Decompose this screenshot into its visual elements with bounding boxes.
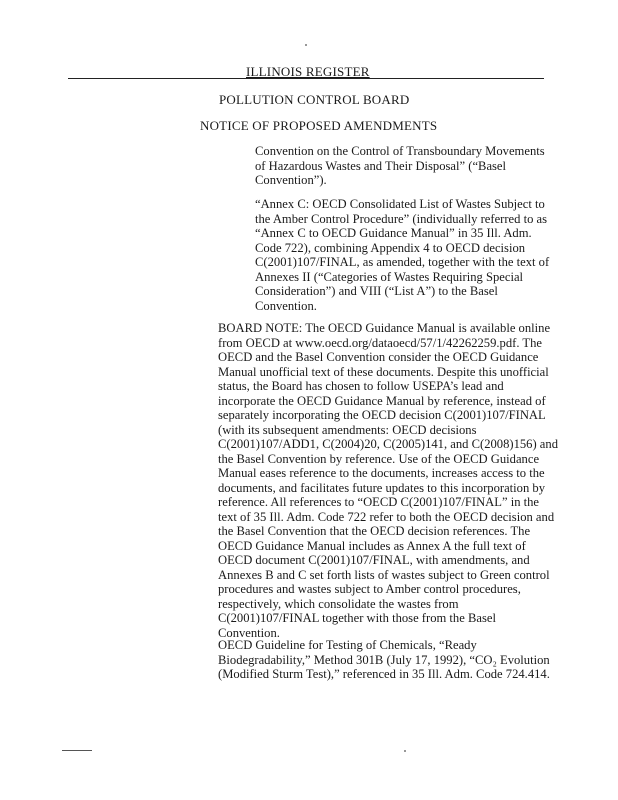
text-line: the Amber Control Procedure” (individually referred to as: [255, 211, 548, 226]
board-note-paragraph: [218, 321, 558, 640]
scan-speck: [404, 750, 406, 752]
oecd-guideline-paragraph: [218, 638, 550, 682]
text-line: text of 35 Ill. Adm. Code 722 refer to both the OECD decision and: [218, 509, 555, 524]
text-line: BOARD NOTE: The OECD Guidance Manual is available online: [218, 321, 551, 335]
text-line: C(2001)107/FINAL together with those from the Basel: [218, 611, 496, 625]
text-line: reference. All references to “OECD C(2001)107/FINAL” in the: [218, 495, 540, 509]
convention-continuation-paragraph: [255, 144, 545, 188]
annex-c-paragraph: [255, 197, 549, 313]
text-line: respectively, which consolidate the wastes from: [218, 596, 459, 611]
text-line: “Annex C to OECD Guidance Manual” in 35 Ill. Adm.: [255, 226, 532, 240]
text-line: Consideration”) and VIII (“List A”) to the Basel: [255, 284, 498, 298]
text-line: the Basel Convention by reference. Use of the OECD Guidance: [218, 451, 540, 466]
footer-mark: [62, 750, 92, 751]
text-line: C(2001)107/FINAL, as amended, together with the text of: [255, 255, 550, 269]
text-line: Annexes B and C set forth lists of wastes subject to Green control: [218, 567, 550, 582]
register-title: ILLINOIS REGISTER: [246, 64, 370, 79]
text-line: Manual eases reference to the documents, increases access to the: [218, 466, 545, 480]
text-line: Convention.: [218, 625, 280, 640]
text-line: OECD and the Basel Convention consider the OECD Guidance: [218, 350, 539, 364]
text-line: Annexes II (“Categories of Wastes Requiring Special: [255, 269, 524, 284]
text-line: Biodegradability,” Method 301B (July 17, 1992), “CO₂ Evolution: [218, 652, 550, 667]
text-line: “Annex C: OECD Consolidated List of Wastes Subject to: [255, 197, 545, 211]
text-line: procedures and wastes subject to Amber control procedures,: [218, 582, 521, 596]
text-line: Manual unofficial text of these documents. Despite this unofficial: [218, 364, 549, 379]
text-line: (with its subsequent amendments: OECD decisions: [218, 422, 477, 437]
text-line: documents, and facilitates future updates to this incorporation by: [218, 480, 546, 495]
text-line: OECD document C(2001)107/FINAL, with amendments, and: [218, 553, 530, 567]
scan-speck: [305, 44, 307, 46]
text-line: status, the Board has chosen to follow USEPA’s lead and: [218, 379, 504, 393]
text-line: Code 722), combining Appendix 4 to OECD decision: [255, 240, 526, 255]
text-line: from OECD at www.oecd.org/dataoecd/57/1/42262259.pdf. The: [218, 335, 542, 350]
text-line: C(2001)107/ADD1, C(2004)20, C(2005)141, and C(2008)156) and: [218, 437, 558, 451]
header-rule: [68, 78, 544, 79]
text-line: Convention.: [255, 298, 317, 313]
text-line: separately incorporating the OECD decision C(2001)107/FINAL: [218, 408, 546, 422]
text-line: OECD Guideline for Testing of Chemicals, “Ready: [218, 638, 477, 652]
text-line: incorporate the OECD Guidance Manual by reference, instead of: [218, 393, 546, 408]
text-line: (Modified Sturm Test),” referenced in 35 Ill. Adm. Code 724.414.: [218, 667, 550, 681]
text-line: Convention on the Control of Transboundary Movements: [255, 144, 545, 158]
text-line: OECD Guidance Manual includes as Annex A the full text of: [218, 538, 526, 553]
text-line: the Basel Convention that the OECD decision references. The: [218, 524, 531, 538]
text-line: Convention”).: [255, 173, 327, 187]
notice-title: NOTICE OF PROPOSED AMENDMENTS: [200, 118, 438, 133]
board-title: POLLUTION CONTROL BOARD: [219, 92, 410, 107]
text-line: of Hazardous Wastes and Their Disposal” (“Basel: [255, 158, 507, 173]
